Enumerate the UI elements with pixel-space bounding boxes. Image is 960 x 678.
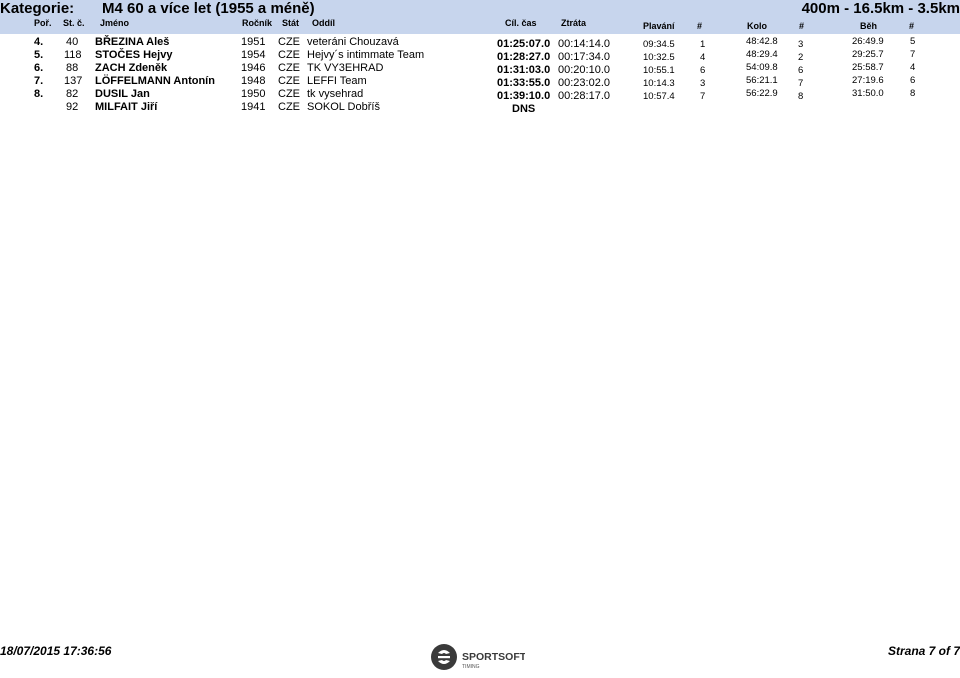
cell-bike-rank: 6	[798, 65, 804, 76]
cell-run-rank: 7	[910, 49, 916, 60]
cell-bike: 54:09.8	[746, 62, 778, 73]
cell-country: CZE	[278, 49, 300, 61]
cell-start-number: 88	[66, 62, 79, 74]
cell-year: 1948	[241, 75, 266, 87]
logo-subtext: TIMING	[462, 664, 480, 670]
category-name: M4 60 a více let (1955 a méně)	[102, 0, 315, 17]
cell-start-number: 40	[66, 36, 79, 48]
col-header-beh: Běh	[860, 21, 878, 31]
cell-finish-time: 01:25:07.0	[497, 38, 551, 50]
cell-start-number: 137	[64, 75, 83, 87]
cell-run: 25:58.7	[852, 62, 884, 73]
table-row	[0, 101, 960, 114]
cell-start-number: 82	[66, 88, 79, 100]
col-header-kolo: Kolo	[747, 21, 767, 31]
cell-club: LEFFI Team	[307, 75, 367, 87]
cell-country: CZE	[278, 88, 300, 100]
cell-club: Hejvy´s intimmate Team	[307, 49, 425, 61]
cell-year: 1946	[241, 62, 266, 74]
cell-swim: 10:55.1	[643, 65, 675, 76]
cell-bike-rank: 7	[798, 78, 804, 89]
table-row	[0, 36, 960, 49]
cell-run: 31:50.0	[852, 88, 884, 99]
cell-swim: 10:57.4	[643, 91, 675, 102]
cell-finish-time: 01:28:27.0	[497, 51, 551, 63]
cell-country: CZE	[278, 101, 300, 113]
col-header-hash3: #	[909, 21, 915, 31]
col-header-jmeno: Jméno	[100, 18, 130, 28]
cell-swim: 09:34.5	[643, 39, 675, 50]
cell-year: 1950	[241, 88, 266, 100]
cell-gap: 00:28:17.0	[558, 90, 610, 102]
cell-gap: 00:20:10.0	[558, 64, 610, 76]
table-row	[0, 62, 960, 75]
cell-club: SOKOL Dobříš	[307, 101, 380, 113]
col-header-cil: Cíl. čas	[505, 18, 537, 28]
cell-swim: 10:14.3	[643, 78, 675, 89]
cell-swim-rank: 1	[700, 39, 706, 50]
cell-bike: 48:42.8	[746, 36, 778, 47]
cell-gap: 00:23:02.0	[558, 77, 610, 89]
footer-datetime: 18/07/2015 17:36:56	[0, 644, 112, 658]
cell-name: ZACH Zdeněk	[95, 62, 168, 74]
cell-name: STOČES Hejvy	[95, 49, 173, 61]
cell-position: 6.	[34, 62, 44, 74]
cell-finish-time: 01:39:10.0	[497, 90, 551, 102]
category-label: Kategorie:	[0, 0, 75, 17]
cell-swim-rank: 7	[700, 91, 706, 102]
cell-country: CZE	[278, 75, 300, 87]
cell-run-rank: 5	[910, 36, 916, 47]
col-header-rocnik: Ročník	[242, 18, 273, 28]
col-header-plavani: Plavání	[643, 21, 675, 31]
cell-year: 1941	[241, 101, 266, 113]
cell-bike: 48:29.4	[746, 49, 778, 60]
table-row	[0, 49, 960, 62]
cell-run: 26:49.9	[852, 36, 884, 47]
category-title-bar	[0, 0, 960, 17]
cell-name: DUSIL Jan	[95, 88, 150, 100]
cell-gap: 00:14:14.0	[558, 38, 610, 50]
cell-run-rank: 6	[910, 75, 916, 86]
cell-bike-rank: 2	[798, 52, 804, 63]
cell-start-number: 92	[66, 101, 79, 113]
cell-country: CZE	[278, 62, 300, 74]
cell-finish-time: 01:33:55.0	[497, 77, 551, 89]
cell-year: 1951	[241, 36, 266, 48]
sportsoft-logo	[431, 641, 525, 673]
cell-club: TK VY3EHRAD	[307, 62, 384, 74]
cell-country: CZE	[278, 36, 300, 48]
cell-bike-rank: 8	[798, 91, 804, 102]
table-row	[0, 88, 960, 101]
col-header-hash1: #	[697, 21, 703, 31]
col-header-oddil: Oddíl	[312, 18, 335, 28]
cell-bike-rank: 3	[798, 39, 804, 50]
cell-position: 7.	[34, 75, 44, 87]
cell-position: 8.	[34, 88, 44, 100]
footer-page-number: Strana 7 of 7	[887, 644, 960, 658]
cell-swim-rank: 4	[700, 52, 706, 63]
col-header-hash2: #	[799, 21, 805, 31]
cell-run: 29:25.7	[852, 49, 884, 60]
cell-name: LÖFFELMANN Antonín	[95, 75, 215, 87]
cell-bike: 56:22.9	[746, 88, 778, 99]
cell-position: 5.	[34, 49, 44, 61]
cell-swim-rank: 6	[700, 65, 706, 76]
cell-year: 1954	[241, 49, 266, 61]
cell-club: tk vysehrad	[307, 88, 364, 100]
cell-run-rank: 8	[910, 88, 916, 99]
cell-bike: 56:21.1	[746, 75, 778, 86]
cell-swim-rank: 3	[700, 78, 706, 89]
cell-name: MILFAIT Jiří	[95, 101, 158, 113]
distance-label: 400m - 16.5km - 3.5km	[801, 0, 960, 17]
col-header-ztrata: Ztráta	[561, 18, 587, 28]
cell-club: veteráni Chouzavá	[307, 36, 399, 48]
cell-position: 4.	[34, 36, 44, 48]
cell-name: BŘEZINA Aleš	[95, 36, 170, 48]
cell-run: 27:19.6	[852, 75, 884, 86]
cell-swim: 10:32.5	[643, 52, 675, 63]
col-header-st: St. č.	[63, 18, 85, 28]
table-header	[0, 17, 960, 34]
cell-finish-time: DNS	[512, 103, 536, 115]
logo-text: SPORTSOFT	[462, 651, 525, 663]
col-header-por: Poř.	[34, 18, 52, 28]
cell-start-number: 118	[64, 49, 82, 61]
cell-run-rank: 4	[910, 62, 916, 73]
sportsoft-logo-icon	[431, 641, 525, 673]
cell-finish-time: 01:31:03.0	[497, 64, 551, 76]
col-header-stat: Stát	[282, 18, 300, 28]
cell-gap: 00:17:34.0	[558, 51, 610, 63]
table-row	[0, 75, 960, 88]
